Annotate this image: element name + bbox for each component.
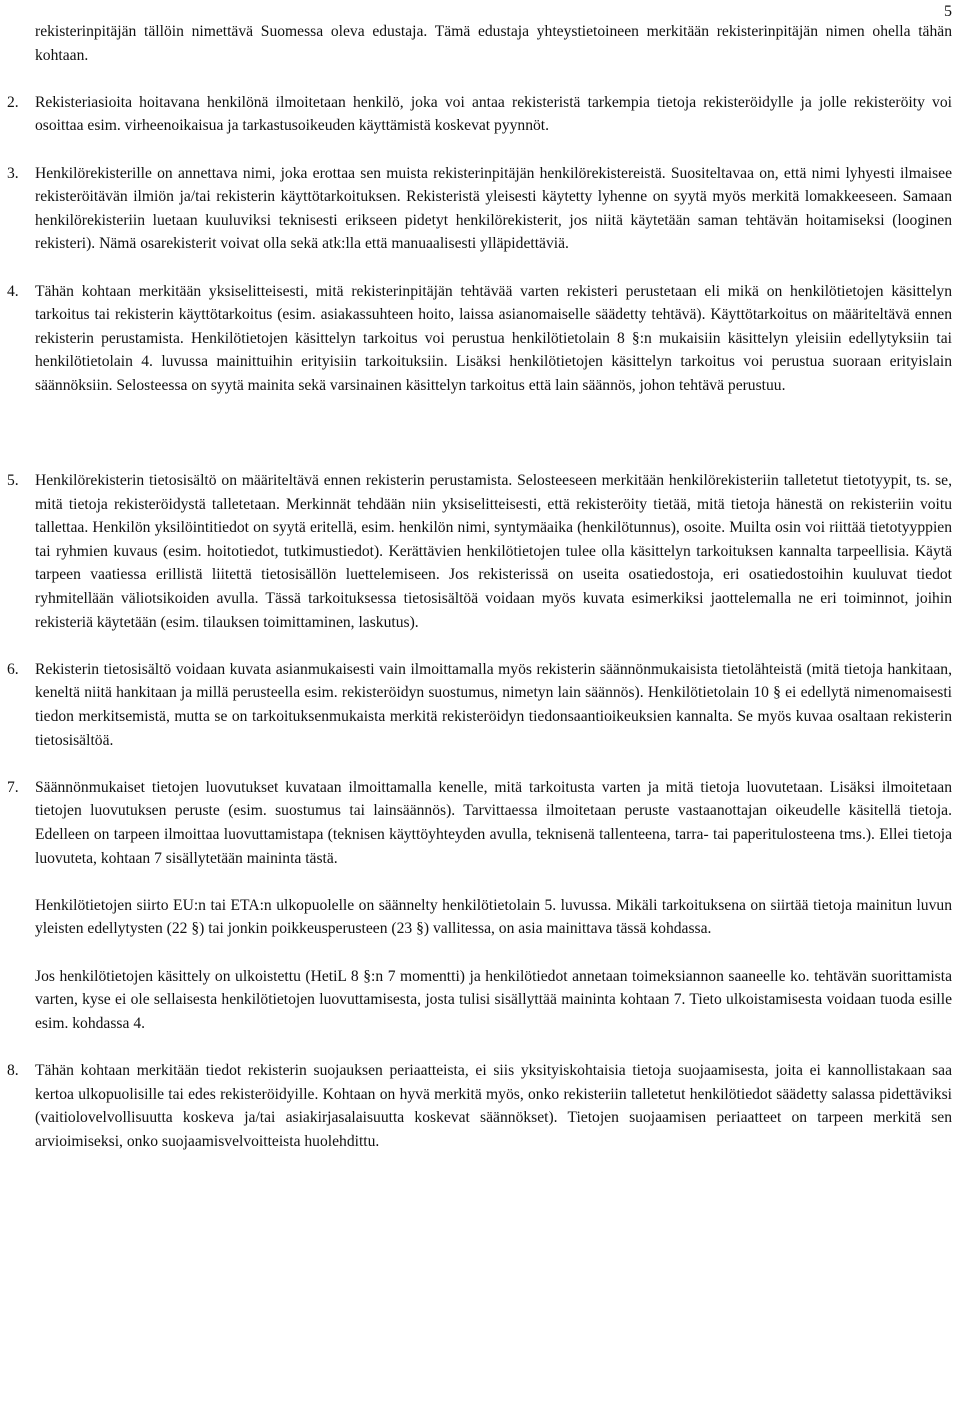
item-number: 4. (7, 282, 19, 300)
paragraph-item-4 (0, 280, 952, 398)
paragraph-text: Henkilörekisterin tietosisältö on määriteltävä ennen rekisterin perustamista. Selosteeseen merkitään henkilörekisteriin talletetut tietotyypit, ts. se, mitä tietoja rekisteröidystä talletetaan. Merkinnät tehdään niin yksiselitteisesti, että rekisteröity tietää, mitä tietoja hänestä on rekisteriin voitu tallettaa. Henkilön yksilöintitiedot on syytä eritellä, esim. henkilön nimi, syntymäaika (henkilötunnus), osoite. Muilta osin voi riittää tietotyyppien tai ryhmien kuvaus (esim. hoitotiedot, tutkimustiedot). Kerättävien henkilötietojen tulee olla käsittelyn tarkoituksen kannalta tarpeellisia. Käytä tarpeen vaatiessa erillistä liitettä tietosisällön luettelemiseen. Jos rekisterissä on useita osatiedostoja, eri osatiedostoihin kuuluvat tiedot ryhmitellään väliotsikoiden avulla. Tässä tarkoituksessa tietosisältöä voidaan myös kuvata esimerkiksi jaottelemalla ne eri toiminnot, joihin rekisteriä käytetään (esim. tilauksen toimittaminen, laskutus). (35, 472, 952, 631)
document-body (0, 20, 952, 1177)
paragraph-text: rekisterinpitäjän tällöin nimettävä Suomessa oleva edustaja. Tämä edustaja yhteystietoineen merkitään rekisterinpitäjän nimen ohella tähän kohtaan. (35, 23, 952, 64)
paragraph-item-3 (0, 162, 952, 256)
paragraph-text: Tähän kohtaan merkitään tiedot rekisterin suojauksen periaatteista, ei siis yksityiskohtaisia tietoja suojaamisesta, joita ei kannollistakaan saa kertoa ulkopuolisille tai edes rekisteröidyille. Kohtaan on hyvä merkitä myös, onko rekisteriin talletetut henkilötiedot säädetty salassa pidettäviksi (vaitiolovelvollisuutta koskeva ja/tai asiakirjasalaisuutta koskevat säännökset). Tietojen suojaamisen periaatteet on tarpeen merkitä sen arvioimiseksi, onko suojaamisvelvoitteista huolehdittu. (35, 1061, 952, 1150)
page-number: 5 (944, 3, 952, 20)
paragraph-text: Jos henkilötietojen käsittely on ulkoistettu (HetiL 8 §:n 7 momentti) ja henkilötiedot annetaan toimeksiannon saaneelle ko. tehtävän suorittamista varten, kyse ei ole sellaisesta henkilötietojen luovuttamisesta, josta tulisi sisällyttää maininta kohtaan 7. Tieto ulkoistamisesta voidaan tuoda esille esim. kohdassa 4. (35, 967, 952, 1032)
item-number: 3. (7, 164, 19, 182)
item-number: 5. (7, 472, 19, 490)
paragraph-intro (0, 20, 952, 67)
item-number: 2. (7, 93, 19, 111)
paragraph-text: Rekisterin tietosisältö voidaan kuvata asianmukaisesti vain ilmoittamalla myös rekisterin säännönmukaisista tietolähteistä (mitä tietoja hankitaan, keneltä niitä hankitaan ja millä perusteella esim. rekisteröidyn suostumus, nimetyn lain säännös). Henkilötietolain 10 § ei edellytä nimenomaisesti tiedon merkitsemistä, mutta se on tarkoituksenmukaista merkitä rekisteröidyn tiedonsaantioikeuksien kannalta. Se myös kuvaa osaltaan rekisterin tietosisältöä. (35, 660, 952, 749)
item-number: 6. (7, 660, 19, 678)
section-spacer (0, 421, 952, 469)
paragraph-item-8 (0, 1059, 952, 1153)
paragraph-transfer (0, 894, 952, 941)
paragraph-text: Säännönmukaiset tietojen luovutukset kuvataan ilmoittamalla kenelle, mitä tarkoitusta varten ja mitä tietoja luovutetaan. Lisäksi ilmoitetaan tietojen luovutuksen peruste (esim. suostumus tai lainsäännös). Tarvittaessa ilmoitetaan peruste vastaanottajan oikeudelle käsitellä tietoja. Edelleen on tarpeen ilmoittaa luovuttamistapa (teknisen käyttöyhteyden avulla, teknisenä tallenteena, tarra- tai paperitulosteena tms.). Ellei tietoja luovuteta, kohtaan 7 sisällytetään maininta tästä. (35, 778, 952, 867)
paragraph-item-5 (0, 469, 952, 634)
paragraph-item-6 (0, 658, 952, 752)
paragraph-item-7 (0, 776, 952, 870)
paragraph-text: Rekisteriasioita hoitavana henkilönä ilmoitetaan henkilö, joka voi antaa rekisteristä tarkempia tietoja rekisteröidylle ja jolle rekisteröity voi osoittaa esim. virheenoikaisua ja tarkastusoikeuden käyttämistä koskevat pyynnöt. (35, 93, 952, 135)
paragraph-item-2 (0, 91, 952, 138)
paragraph-text: Tähän kohtaan merkitään yksiselitteisesti, mitä rekisterinpitäjän tehtävää varten rekisteri perustetaan eli mikä on henkilötietojen käsittelyn tarkoitus tai rekisterin käyttötarkoitus (esim. asiakassuhteen hoito, laissa asianomaiselle säädetty tehtävä). Käyttötarkoitus on määriteltävä ennen rekisterin perustamista. Henkilötietojen käsittelyn tarkoitus voi perustua henkilötietolain 8 §:n mukaisiin käsittelyn yleisiin edellytyksiin tai henkilötietolain 4. luvussa mainittuihin erityisiin tarkoituksiin. Lisäksi henkilötietojen käsittelyn tarkoitus voi perustua suoraan erityislain säännöksiin. Selosteessa on syytä mainita sekä varsinainen käsittelyn tarkoitus että lain säännös, johon tehtävä perustuu. (35, 282, 952, 394)
paragraph-text: Henkilötietojen siirto EU:n tai ETA:n ulkopuolelle on säännelty henkilötietolain 5. luvussa. Mikäli tarkoituksena on siirtää tietoja mainitun luvun yleisten edellytysten (22 §) tai jonkin poikkeusperusteen (23 §) vallitessa, on asia mainittava tässä kohdassa. (35, 896, 952, 938)
item-number: 8. (7, 1061, 19, 1079)
paragraph-text: Henkilörekisterille on annettava nimi, joka erottaa sen muista rekisterinpitäjän henkilörekistereistä. Suositeltavaa on, että nimi lyhyesti ilmaisee rekisteröitävän ilmiön ja/tai rekisterin käyttötarkoituksen. Rekisteristä yleisesti käytetty lyhenne on syytä myös merkitä lomakkeeseen. Samaan henkilörekisteriin luetaan kuuluviksi teknisesti erikseen pidetyt henkilörekisterit, jos niitä käytetään saman tehtävän hoitamiseksi (looginen rekisteri). Nämä osarekisterit voivat olla sekä atk:lla että manuaalisesti ylläpidettäviä. (35, 164, 952, 253)
item-number: 7. (7, 778, 19, 796)
paragraph-outsourcing (0, 965, 952, 1036)
